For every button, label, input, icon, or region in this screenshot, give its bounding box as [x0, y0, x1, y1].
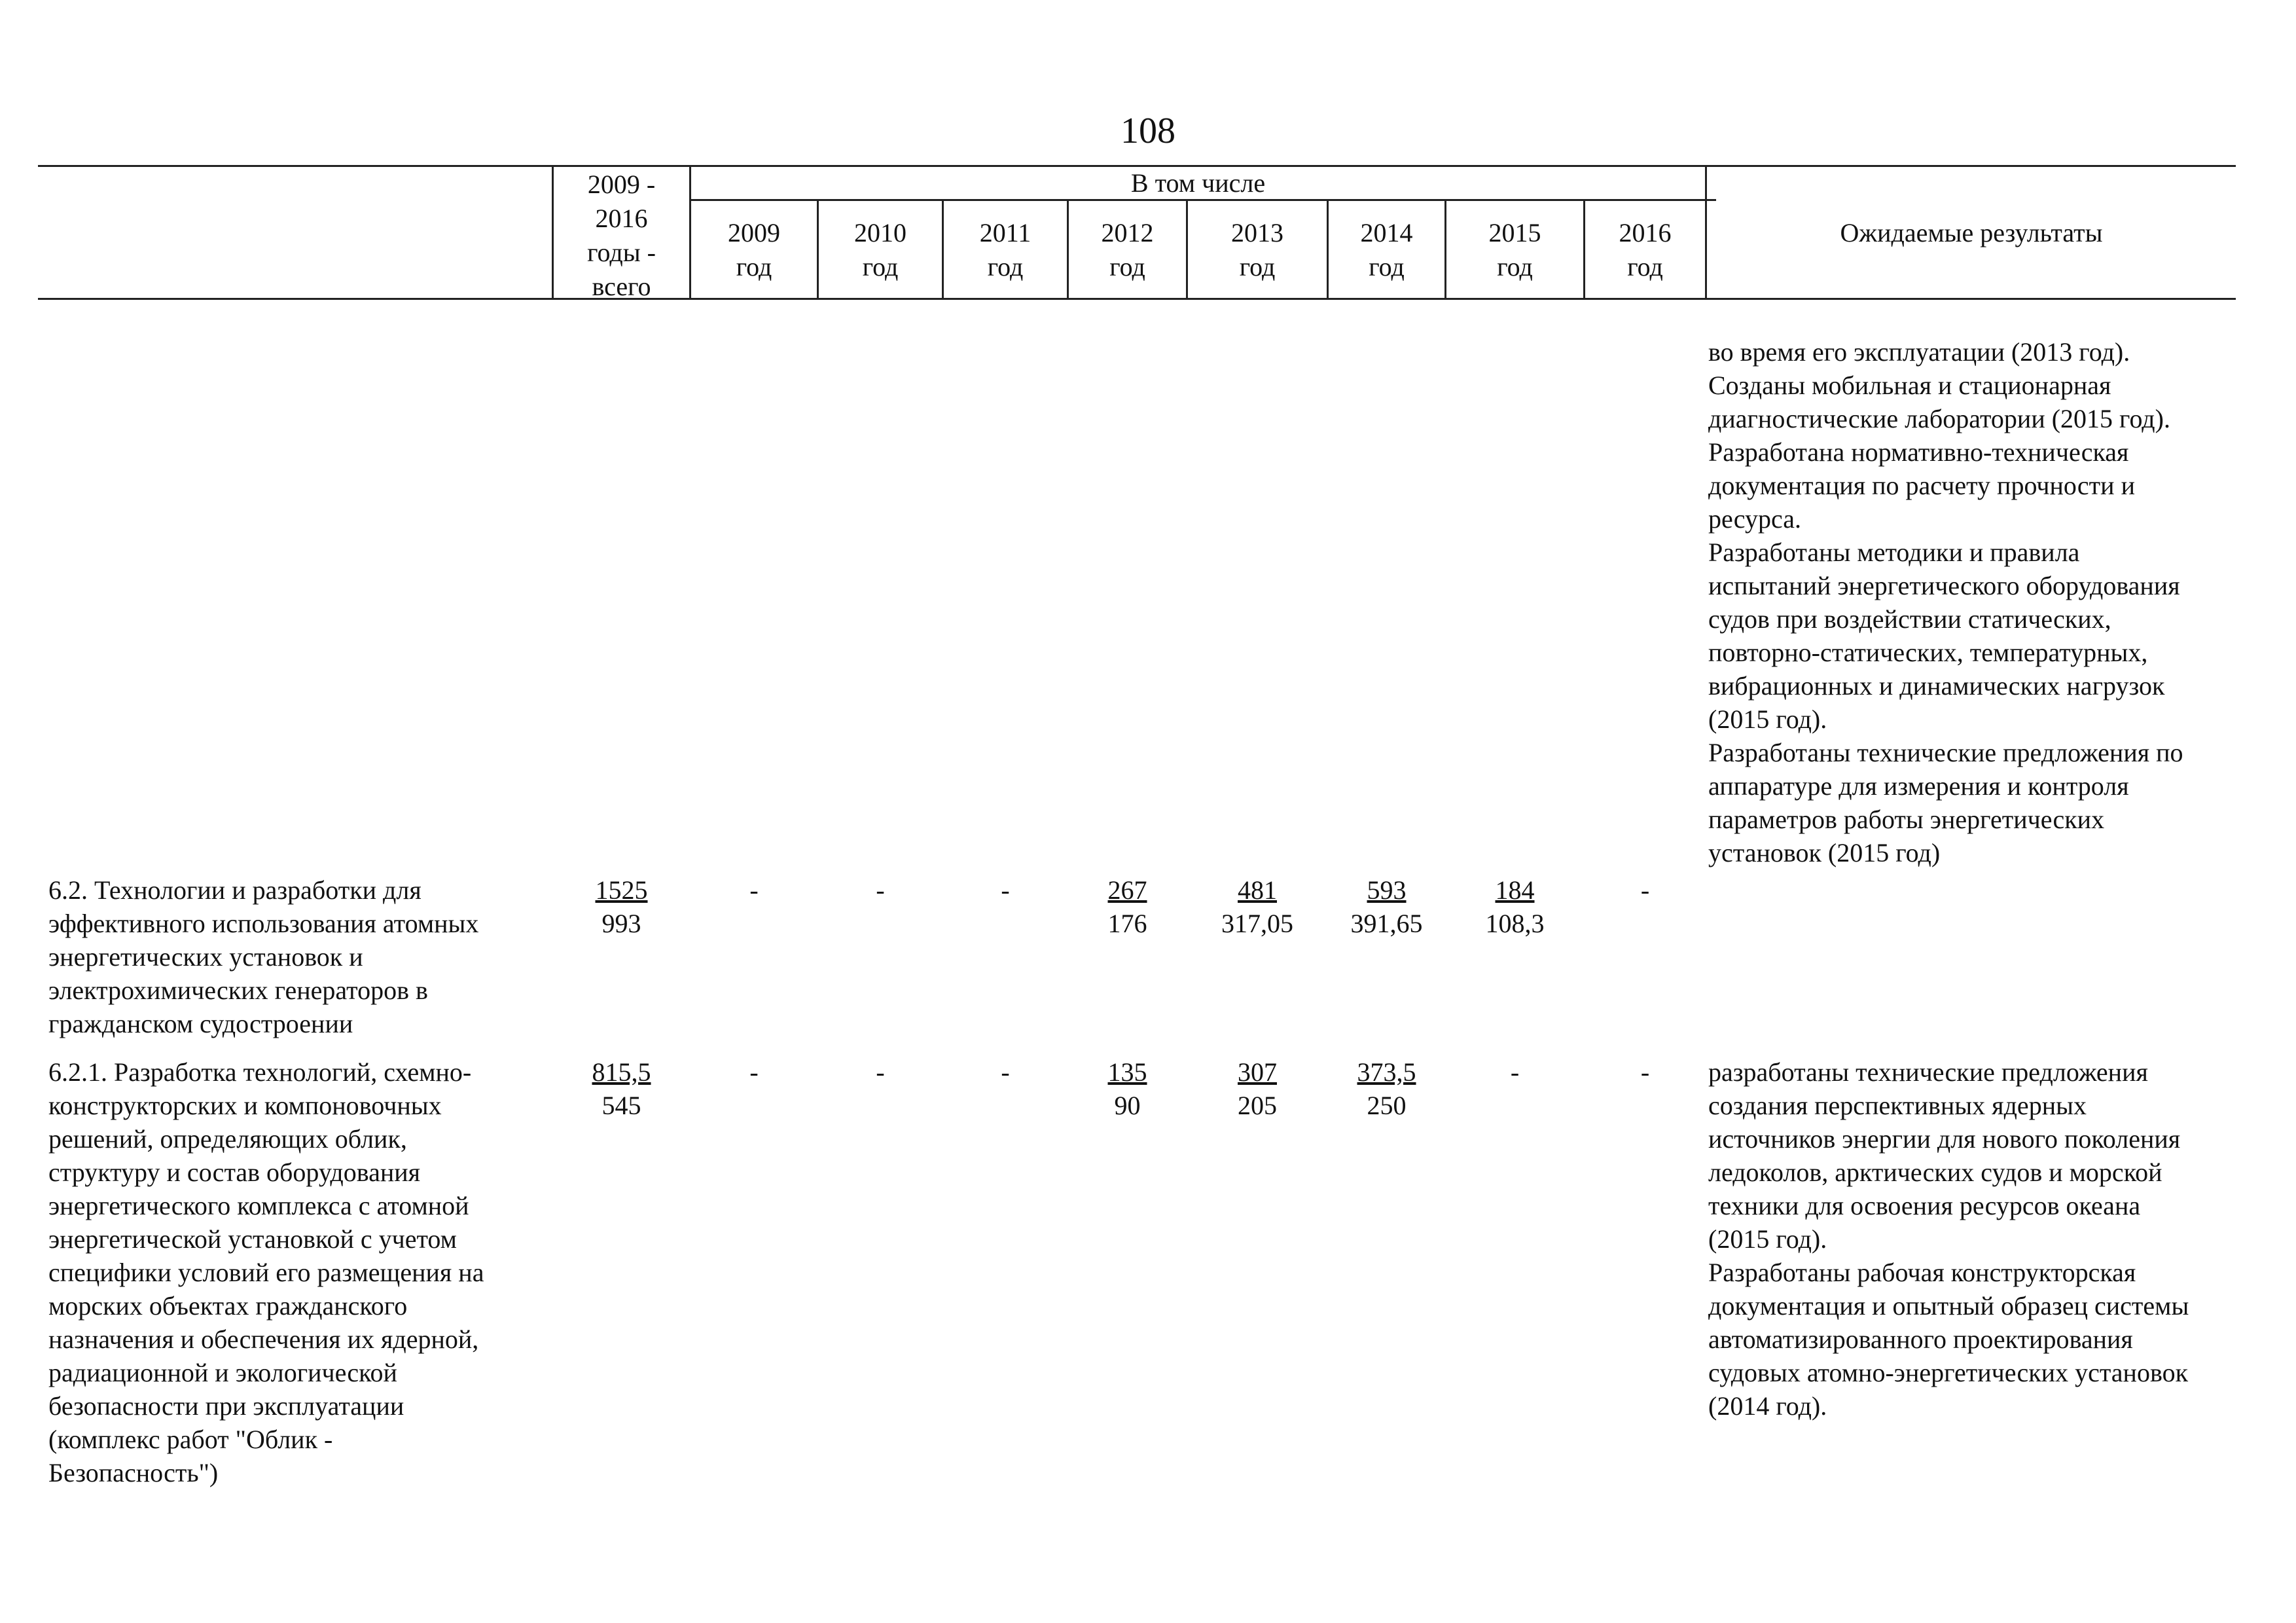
row-6-2-2015: 184 108,3 [1485, 875, 1545, 938]
row-6-2-1-results [1708, 1055, 2245, 1423]
text-line: создания перспективных ядерных [1708, 1091, 2087, 1120]
text-line: радиационной и экологической [48, 1358, 397, 1387]
results-column-header: Ожидаемые результаты [1840, 218, 2103, 247]
row-6-2-2014: 593 391,65 [1350, 875, 1423, 938]
row-6-2-1-2011: - [1001, 1057, 1010, 1087]
row-6-2-1-2016: - [1640, 1057, 1650, 1087]
text-line: ресурса. [1708, 504, 1801, 534]
row-6-2-1-2012: 135 90 [1107, 1057, 1147, 1120]
row-6-2-1-total: 815,5 545 [592, 1057, 651, 1120]
page-number: 108 [1121, 111, 1175, 151]
text-line: энергетической установкой с учетом [48, 1224, 457, 1254]
text-line: судов при воздействии статических, [1708, 604, 2111, 634]
text-line: Безопасность") [48, 1458, 219, 1487]
text-line: вибрационных и динамических нагрузок [1708, 671, 2165, 701]
text-line: (комплекс работ "Облик - [48, 1425, 333, 1454]
text-line: 6.2.1. Разработка технологий, схемно- [48, 1057, 472, 1087]
text-line: энергетического комплекса с атомной [48, 1191, 469, 1220]
year-header-2010: 2010 год [854, 218, 906, 282]
row-6-2-2009: - [749, 875, 759, 905]
text-line: диагностические лаборатории (2015 год). [1708, 404, 2170, 433]
year-header-2011: 2011 год [979, 218, 1031, 282]
text-line: структуру и состав оборудования [48, 1158, 421, 1187]
total-column-header [554, 168, 689, 304]
text-line: автоматизированного проектирования [1708, 1324, 2133, 1354]
year-header-2016: 2016 год [1619, 218, 1672, 282]
text-line: Разработаны технические предложения по [1708, 738, 2183, 767]
text-line: безопасности при эксплуатации [48, 1391, 404, 1421]
text-line: Разработаны методики и правила [1708, 538, 2080, 567]
text-line: во время его эксплуатации (2013 год). [1708, 337, 2130, 367]
row-6-2-1-2013: 307 205 [1238, 1057, 1277, 1120]
row-6-2-2010: - [876, 875, 885, 905]
text-line: аппаратуре для измерения и контроля [1708, 771, 2129, 801]
text-line: гражданском судостроении [48, 1009, 353, 1038]
text-line: техники для освоения ресурсов океана [1708, 1191, 2141, 1220]
header-line: всего [592, 272, 651, 301]
text-line: энергетических установок и [48, 942, 363, 972]
text-line: Созданы мобильная и стационарная [1708, 371, 2111, 400]
text-line: эффективного использования атомных [48, 909, 479, 938]
text-line: Разработана нормативно-техническая [1708, 437, 2129, 467]
year-header-2015: 2015 год [1488, 218, 1541, 282]
text-line: (2015 год). [1708, 1224, 1827, 1254]
text-line: испытаний энергетического оборудования [1708, 571, 2180, 600]
text-line: морских объектах гражданского [48, 1291, 408, 1321]
year-header-2009: 2009 год [728, 218, 780, 282]
text-line: (2015 год). [1708, 704, 1827, 734]
text-line: 6.2. Технологии и разработки для [48, 875, 422, 905]
text-line: электрохимических генераторов в [48, 976, 428, 1005]
row-6-2-1-2014: 373,5 250 [1357, 1057, 1416, 1120]
text-line: разработаны технические предложения [1708, 1057, 2148, 1087]
row-6-2-2012: 267 176 [1107, 875, 1147, 938]
text-line: конструкторских и компоновочных [48, 1091, 442, 1120]
header-line: 2016 [595, 204, 648, 233]
year-header-2013: 2013 год [1231, 218, 1283, 282]
text-line: (2014 год). [1708, 1391, 1827, 1421]
row-6-2-1-name [48, 1055, 559, 1489]
row-6-2-2016: - [1640, 875, 1650, 905]
text-line: повторно-статических, температурных, [1708, 638, 2148, 667]
row-6-2-name [48, 873, 559, 1040]
text-line: специфики условий его размещения на [48, 1258, 484, 1287]
text-line: решений, определяющих облик, [48, 1124, 407, 1154]
text-line: ледоколов, арктических судов и морской [1708, 1158, 2162, 1187]
text-line: судовых атомно-энергетических установок [1708, 1358, 2189, 1387]
group-header: В том числе [1130, 168, 1266, 198]
row-6-2-1-2010: - [876, 1057, 885, 1087]
continuation-results [1708, 335, 2245, 869]
row-6-2-2011: - [1001, 875, 1010, 905]
row-6-2-total: 1525 993 [595, 875, 648, 938]
row-6-2-1-2015: - [1510, 1057, 1520, 1087]
text-line: назначения и обеспечения их ядерной, [48, 1324, 479, 1354]
text-line: источников энергии для нового поколения [1708, 1124, 2181, 1154]
text-line: установок (2015 год) [1708, 838, 1941, 867]
text-line: документация по расчету прочности и [1708, 471, 2135, 500]
year-header-2012: 2012 год [1101, 218, 1154, 282]
year-header-2014: 2014 год [1360, 218, 1413, 282]
row-6-2-1-2009: - [749, 1057, 759, 1087]
header-line: 2009 - [587, 170, 656, 199]
text-line: Разработаны рабочая конструкторская [1708, 1258, 2136, 1287]
header-line: годы - [587, 238, 656, 267]
text-line: документация и опытный образец системы [1708, 1291, 2189, 1321]
row-6-2-2013: 481 317,05 [1221, 875, 1293, 938]
header-bottom-rule [38, 298, 2236, 300]
text-line: параметров работы энергетических [1708, 805, 2105, 834]
